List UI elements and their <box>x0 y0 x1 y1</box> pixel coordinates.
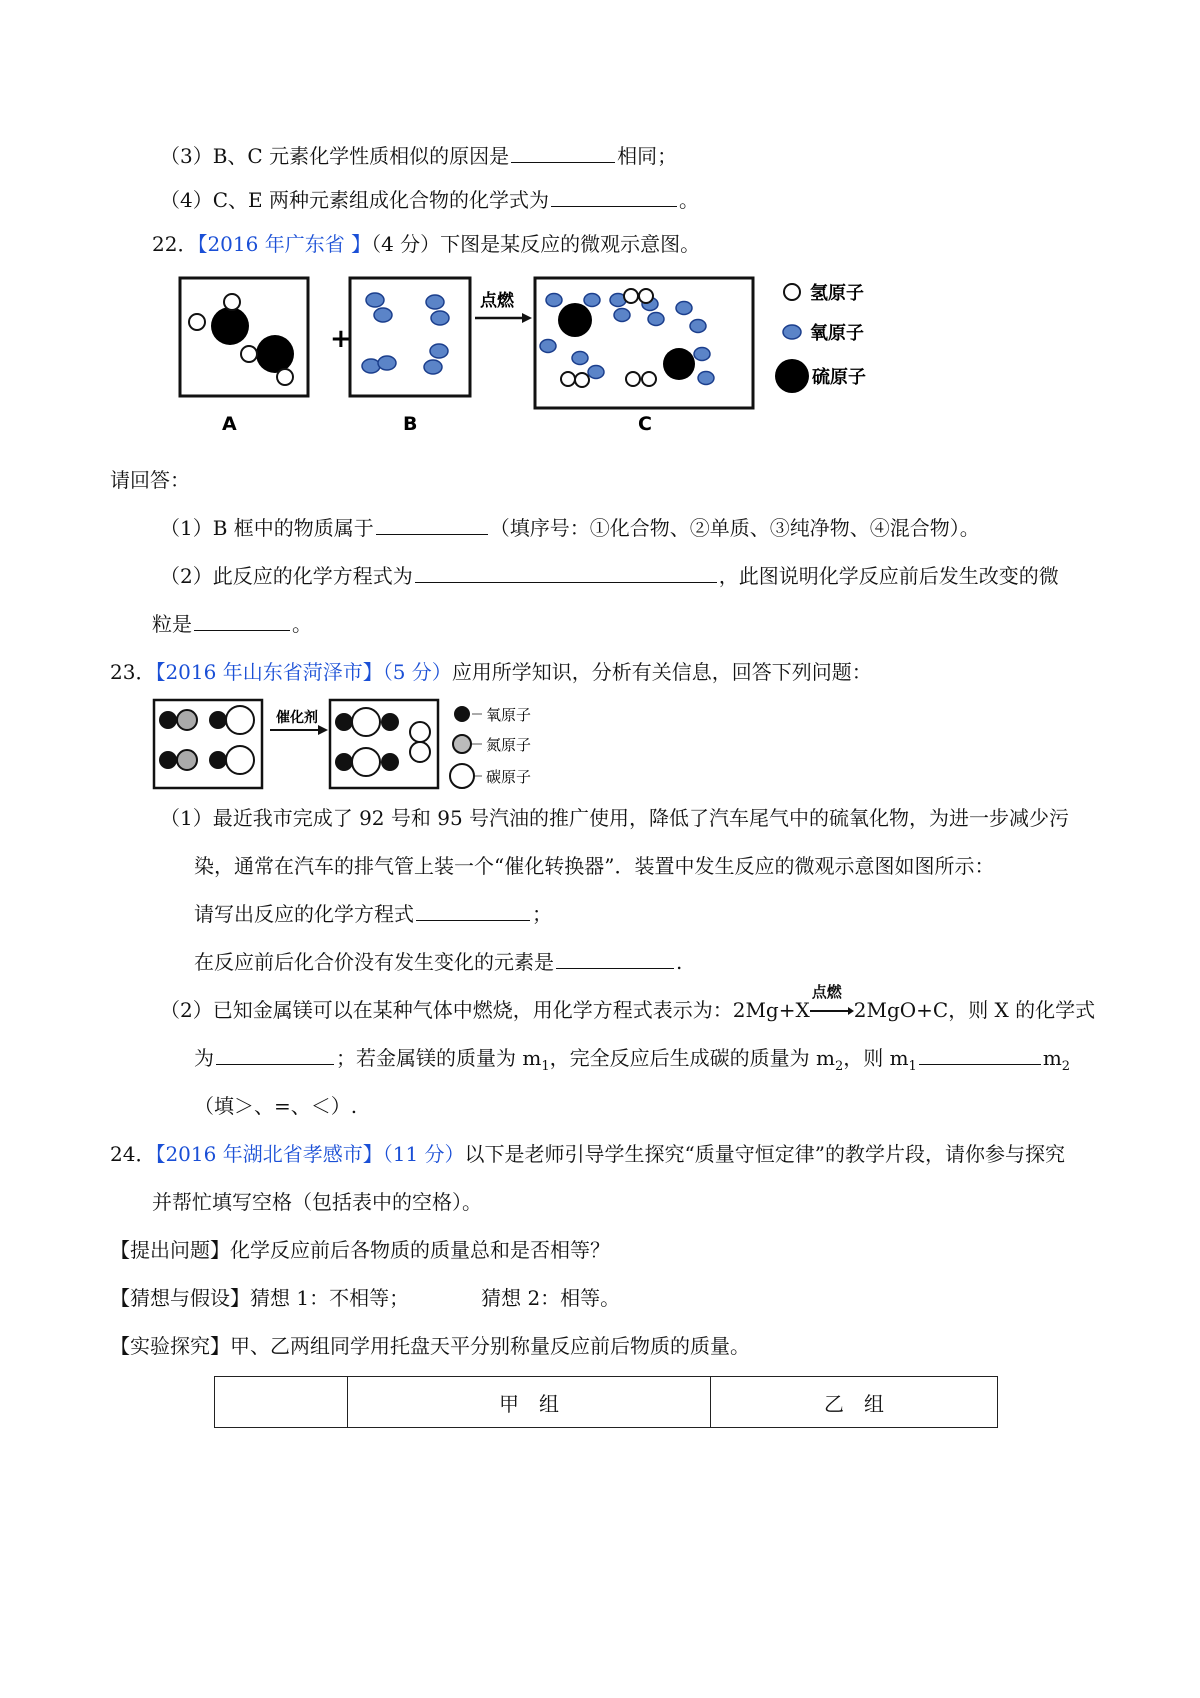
carbon-atom <box>352 748 380 776</box>
frame-label-c: C <box>638 413 652 435</box>
sulfur-atom <box>663 348 695 380</box>
oxygen-atom <box>335 713 353 731</box>
plus-sign: + <box>330 324 352 354</box>
oxygen-atom <box>362 359 380 373</box>
hydrogen-atom <box>642 372 656 386</box>
legend-hydrogen-label: 氢原子 <box>810 283 864 304</box>
experiment-table <box>214 1376 998 1428</box>
q24-hypothesis: 【猜想与假设】猜想 1：不相等； 猜想 2：相等。 <box>110 1286 621 1310</box>
oxygen-atom <box>431 311 449 325</box>
hydrogen-atom <box>639 289 653 303</box>
hydrogen-atom <box>626 372 640 386</box>
oxygen-atom <box>690 320 706 333</box>
arrow-label: 点燃 <box>480 291 514 311</box>
legend-oxygen-icon <box>454 706 470 722</box>
table-header-cell: 乙 组 <box>711 1377 998 1428</box>
oxygen-atom <box>426 295 444 309</box>
q22-title: 22．【2016 年广东省 】（4 分）下图是某反应的微观示意图。 <box>152 232 701 256</box>
q23-sub1-line1: （1）最近我市完成了 92 号和 95 号汽油的推广使用，降低了汽车尾气中的硫氧化物，为进一步减少污 <box>160 806 1070 830</box>
q24-title: 24．【2016 年湖北省孝感市】（11 分）以下是老师引导学生探究“质量守恒定律”的教学片段，请你参与探究 <box>110 1142 1065 1166</box>
answer-blank[interactable] <box>216 1044 334 1065</box>
oxygen-atom <box>546 294 562 307</box>
source-tag: 【2016 年山东省菏泽市】 <box>155 660 383 684</box>
oxygen-atom <box>588 366 604 379</box>
source-tag: 【2016 年广东省 】 <box>197 232 372 256</box>
oxygen-atom <box>335 753 353 771</box>
oxygen-atom <box>648 313 664 326</box>
q22-sub1: （1）B 框中的物质属于 （填序号：①化合物、②单质、③纯净物、④混合物）。 <box>160 516 980 540</box>
reaction-condition: 点燃 <box>810 996 854 1024</box>
q24-experiment: 【实验探究】甲、乙两组同学用托盘天平分别称量反应前后物质的质量。 <box>110 1334 750 1358</box>
q23-sub1-line2: 染，通常在汽车的排气管上装一个“催化转换器”．装置中发生反应的微观示意图如图所示： <box>194 854 995 878</box>
legend-oxygen-label: 氧原子 <box>486 706 532 724</box>
hydrogen-atom <box>189 314 205 330</box>
arrow-head <box>318 725 328 735</box>
answer-blank[interactable] <box>511 142 615 163</box>
answer-blank[interactable] <box>416 900 530 921</box>
hydrogen-atom <box>277 369 293 385</box>
q24-stem-line2: 并帮忙填写空格（包括表中的空格）。 <box>152 1190 482 1214</box>
legend-nitrogen-label: 氮原子 <box>486 736 532 754</box>
legend-oxygen-icon <box>783 325 801 339</box>
hydrogen-atom <box>241 346 257 362</box>
legend-carbon-label: 碳原子 <box>486 768 532 786</box>
nitrogen-atom <box>177 750 197 770</box>
oxygen-atom <box>540 340 556 353</box>
sulfur-atom <box>256 335 294 373</box>
oxygen-atom <box>698 372 714 385</box>
q23-sub2-line2: 为 ；若金属镁的质量为 $m_1$，完全反应后生成碳的质量为 $m_2$，则 $m_1$ $m_2$ <box>194 1046 1071 1074</box>
answer-blank[interactable] <box>551 186 677 207</box>
table-row <box>215 1377 998 1428</box>
oxygen-atom <box>614 309 630 322</box>
oxygen-atom <box>374 308 392 322</box>
arrow-label: 催化剂 <box>276 710 318 726</box>
oxygen-atom <box>381 753 399 771</box>
answer-blank[interactable] <box>194 610 290 631</box>
legend-nitrogen-icon <box>453 735 471 753</box>
legend-hydrogen-icon <box>784 284 800 300</box>
nitrogen-atom <box>410 742 430 762</box>
legend-sulfur-label: 硫原子 <box>812 367 866 388</box>
frame-label-a: A <box>222 413 237 435</box>
oxygen-atom <box>209 751 227 769</box>
table-header-cell <box>215 1377 348 1428</box>
reaction-diagram-23 <box>152 698 552 794</box>
answer-blank[interactable] <box>376 514 488 535</box>
q23-sub2-line3: （填＞、=、＜）. <box>194 1094 358 1118</box>
answer-blank[interactable] <box>415 562 717 583</box>
nitrogen-atom <box>177 710 197 730</box>
answer-blank[interactable] <box>919 1044 1041 1065</box>
q21-part4: （4）C、E 两种元素组成化合物的化学式为 。 <box>160 188 699 212</box>
answer-blank[interactable] <box>556 948 674 969</box>
oxygen-atom <box>572 352 588 365</box>
hydrogen-atom <box>224 294 240 310</box>
legend-oxygen-label: 氧原子 <box>810 323 864 344</box>
oxygen-atom <box>378 356 396 370</box>
sulfur-atom <box>211 307 249 345</box>
frame-label-b: B <box>403 413 418 435</box>
hydrogen-atom <box>624 289 638 303</box>
q21-part3: （3）B、C 元素化学性质相似的原因是 相同； <box>160 144 678 168</box>
oxygen-atom <box>424 360 442 374</box>
oxygen-atom <box>366 293 384 307</box>
condition-arrow-icon <box>810 1005 854 1017</box>
q23-sub1-line3: 请写出反应的化学方程式 ； <box>194 902 552 926</box>
source-tag: 【2016 年湖北省孝感市】 <box>155 1142 383 1166</box>
oxygen-atom <box>159 711 177 729</box>
oxygen-atom <box>209 711 227 729</box>
q23-sub1-line4: 在反应前后化合价没有发生变化的元素是 . <box>194 950 683 974</box>
carbon-atom <box>226 706 254 734</box>
arrow-head <box>522 313 532 323</box>
oxygen-atom <box>694 348 710 361</box>
sulfur-atom <box>558 303 592 337</box>
hydrogen-atom <box>561 372 575 386</box>
hydrogen-atom <box>575 373 589 387</box>
q22-sub2: （2）此反应的化学方程式为 ，此图说明化学反应前后发生改变的微 <box>160 564 1059 588</box>
oxygen-atom <box>159 751 177 769</box>
q22-sub2-cont: 粒是 。 <box>152 612 312 636</box>
q23-sub2-line1: （2）已知金属镁可以在某种气体中燃烧，用化学方程式表示为：2Mg+X 点燃 2MgO+C，则 X 的化学式 <box>160 983 1096 1022</box>
carbon-atom <box>226 746 254 774</box>
reaction-diagram-22 <box>170 270 910 440</box>
carbon-atom <box>352 708 380 736</box>
nitrogen-atom <box>410 722 430 742</box>
q22-prompt: 请回答： <box>110 468 190 492</box>
legend-sulfur-icon <box>775 359 809 393</box>
oxygen-atom <box>381 713 399 731</box>
q24-problem: 【提出问题】化学反应前后各物质的质量总和是否相等？ <box>110 1238 610 1262</box>
table-header-cell: 甲 组 <box>348 1377 711 1428</box>
legend-carbon-icon <box>450 764 474 788</box>
oxygen-atom <box>584 294 600 307</box>
oxygen-atom <box>676 302 692 315</box>
oxygen-atom <box>430 344 448 358</box>
q23-title: 23．【2016 年山东省菏泽市】（5 分）应用所学知识，分析有关信息，回答下列问题： <box>110 660 872 684</box>
